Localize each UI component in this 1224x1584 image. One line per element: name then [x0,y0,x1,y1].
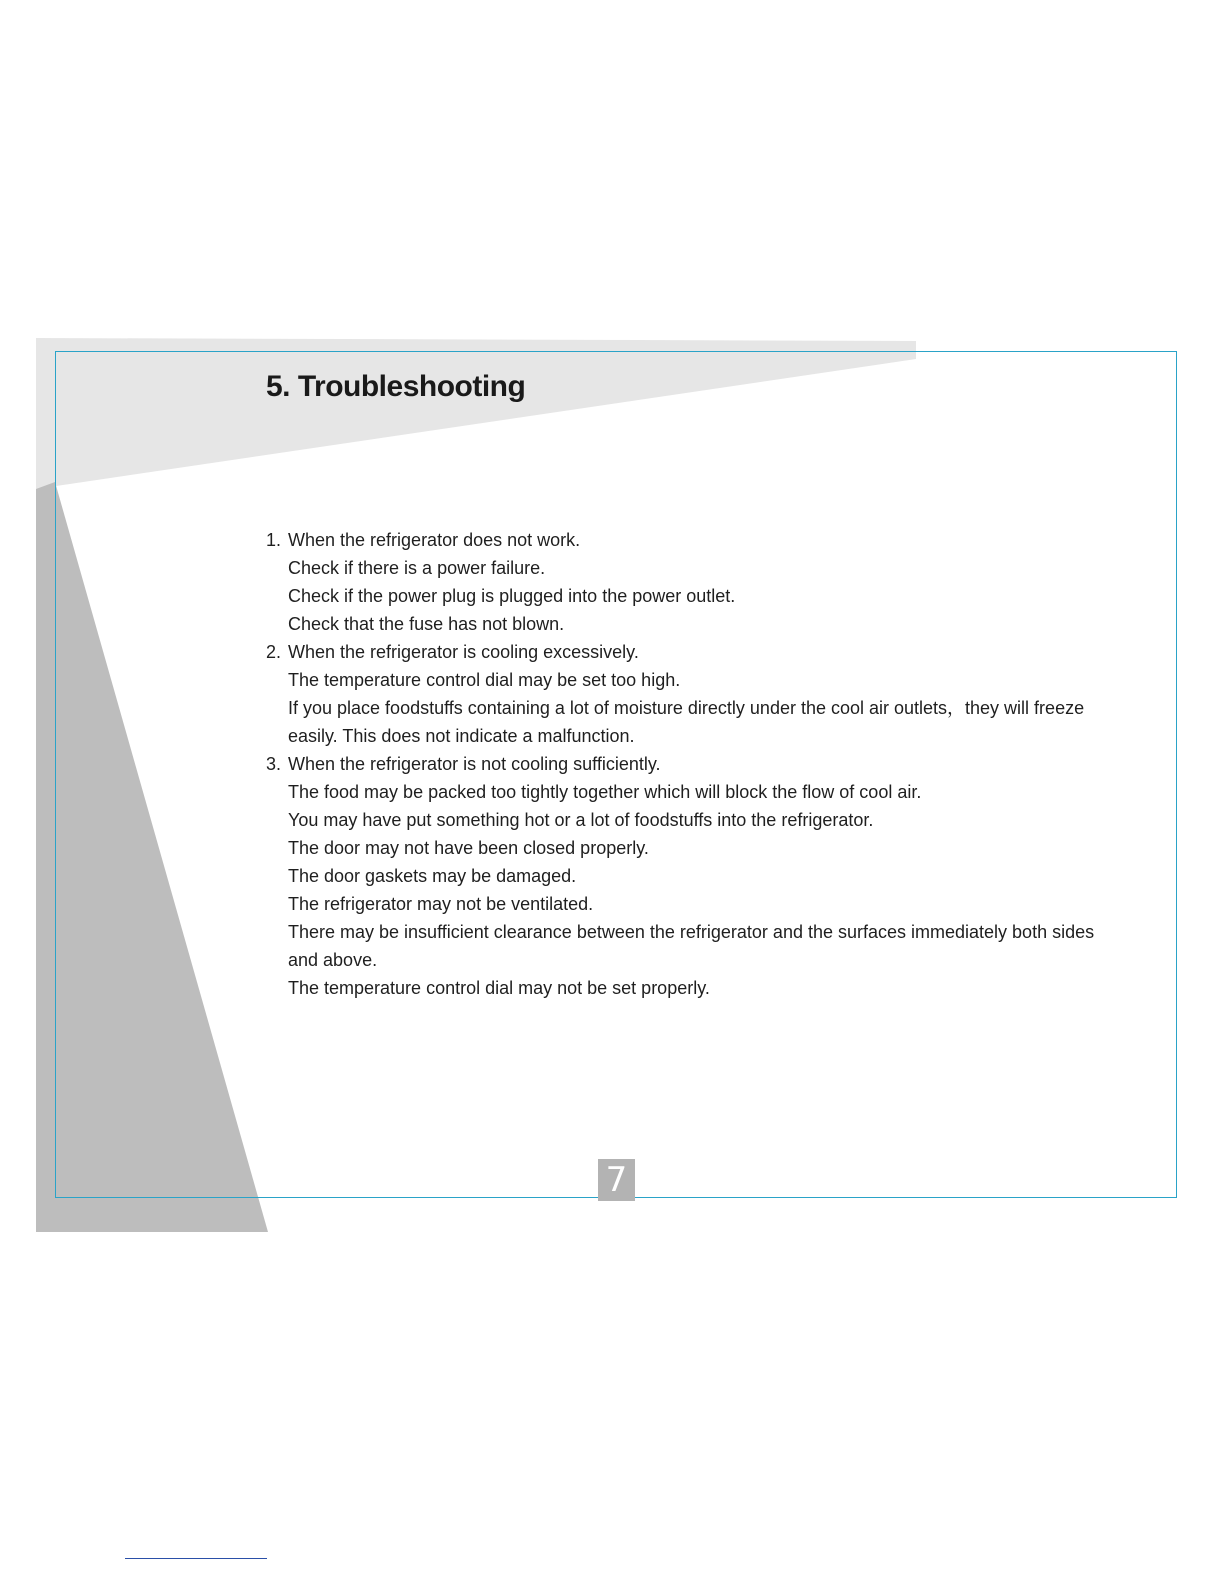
section-line: The refrigerator may not be ventilated. [288,894,594,914]
section-number: 2. [266,642,282,662]
section-line: You may have put something hot or a lot of foodstuffs into the refrigerator. [288,810,874,830]
section-line: The temperature control dial may be set too high. [288,670,681,690]
section-heading: When the refrigerator is not cooling sufficiently. [288,754,661,774]
section-line: If you place foodstuffs containing a lot of moisture directly under the cool air outlets，they will freeze easily. This does not indicate a malfunction. [288,698,1085,746]
section-heading: When the refrigerator is cooling excessively. [288,642,639,662]
section-1 [266,526,1106,638]
section-line: The door gaskets may be damaged. [288,866,577,886]
section-line: The door may not have been closed properly. [288,838,649,858]
troubleshooting-list [266,526,1106,1002]
section-3 [266,750,1106,1002]
section-line: Check if the power plug is plugged into the power outlet. [288,586,736,606]
footer-rule [125,1558,267,1559]
section-number: 3. [266,754,282,774]
section-line: Check if there is a power failure. [288,558,546,578]
section-number: 1. [266,530,282,550]
page-title: 5. Troubleshooting [266,370,526,403]
page-number: 7 [598,1159,635,1201]
section-heading: When the refrigerator does not work. [288,530,581,550]
section-2 [266,638,1106,750]
section-line: The food may be packed too tightly together which will block the flow of cool air. [288,782,922,802]
section-line: Check that the fuse has not blown. [288,614,565,634]
section-line: The temperature control dial may not be set properly. [288,978,710,998]
section-line: There may be insufficient clearance between the refrigerator and the surfaces immediately both sides and above. [288,922,1095,970]
